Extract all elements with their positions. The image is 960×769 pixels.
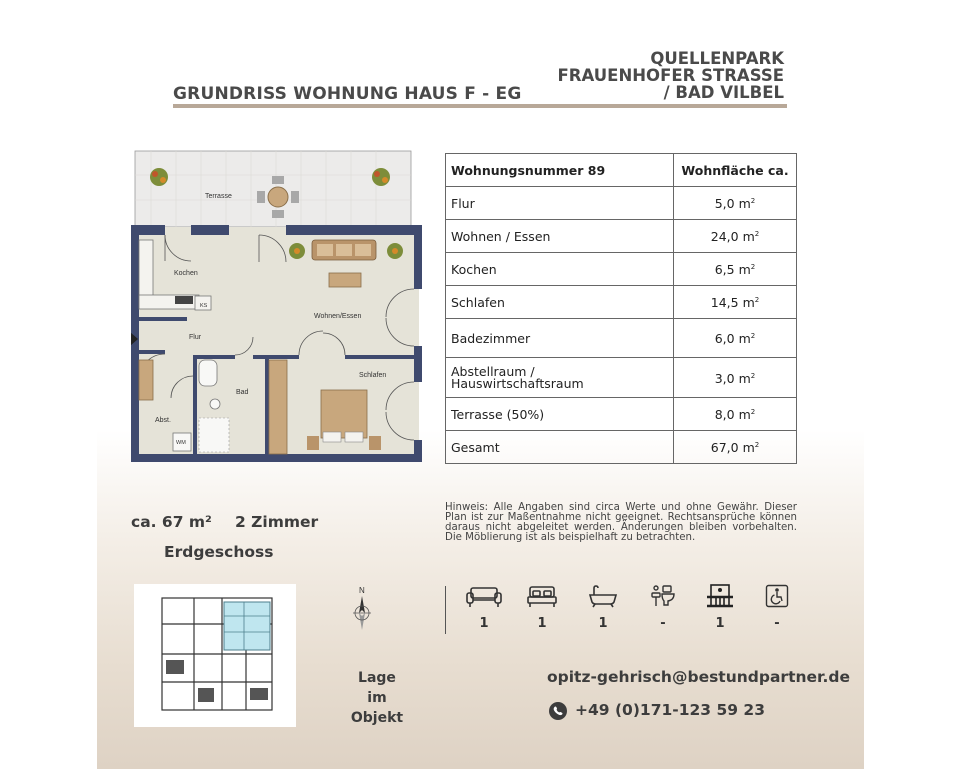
- label-wm: WM: [176, 440, 186, 446]
- room-area: 14,5 $m^2$: [674, 286, 797, 319]
- contact-phone-link[interactable]: +49 (0)171-123 59 23: [575, 701, 765, 719]
- room-name: Gesamt: [446, 431, 674, 464]
- amenity-accessible: [757, 584, 797, 631]
- table-row-total: [446, 431, 797, 464]
- label-terrasse: Terrasse: [205, 193, 232, 200]
- amenity-guest-wc: [643, 584, 683, 631]
- room-name: Abstellraum / Hauswirtschaftsraum: [446, 358, 674, 398]
- table-row: [446, 358, 797, 398]
- table-row: [446, 398, 797, 431]
- room-area: 3,0 $m^2$: [674, 358, 797, 398]
- amenity-count: 1: [479, 616, 489, 631]
- disclaimer-text: Hinweis: Alle Angaben sind circa Werte und ohne Gewähr. Dieser Plan ist zur Maßentnahme nicht geeignet. Rechtsansprüche können daraus nicht abgeleitet werden. Änderungen bleiben vorbehalten. Die Möblierung ist als beispielhaft zu betrachten.: [445, 502, 797, 543]
- summary-size: ca. 67 m²: [131, 513, 212, 531]
- room-area: 6,5 $m^2$: [674, 253, 797, 286]
- room-name: Terrasse (50%): [446, 398, 674, 431]
- plant-icon: [387, 243, 403, 259]
- project-street: FRAUENHOFER STRASSE: [557, 66, 784, 85]
- project-name: QUELLENPARK: [650, 49, 784, 68]
- room-area: 24,0 $m^2$: [674, 220, 797, 253]
- label-flur: Flur: [189, 334, 202, 341]
- page-title: GRUNDRISS WOHNUNG HAUS F - EG: [173, 84, 522, 104]
- room-area: 67,0 $m^2$: [674, 431, 797, 464]
- area-table: [445, 153, 797, 464]
- table-row: [446, 286, 797, 319]
- label-kochen: Kochen: [174, 270, 198, 277]
- label-bad: Bad: [236, 389, 249, 396]
- floor-plan: [131, 150, 423, 462]
- amenity-bathroom: [583, 584, 623, 631]
- guest-wc-icon: [650, 584, 676, 608]
- contact-email-link[interactable]: opitz-gehrisch@bestundpartner.de: [547, 668, 850, 686]
- title-divider: [173, 104, 787, 108]
- summary-rooms: 2 Zimmer: [235, 513, 319, 531]
- svg-text:N: N: [359, 586, 365, 595]
- plant-icon: [150, 168, 168, 186]
- room-name: Kochen: [446, 253, 674, 286]
- room-name: Wohnen / Essen: [446, 220, 674, 253]
- label-schlafen: Schlafen: [359, 372, 387, 379]
- highlighted-apartment: [224, 602, 270, 650]
- sofa-furniture: [312, 240, 376, 260]
- room-area: 6,0 $m^2$: [674, 319, 797, 358]
- amenity-count: 1: [715, 616, 725, 631]
- project-title: [558, 50, 784, 101]
- room-area: 8,0 $m^2$: [674, 398, 797, 431]
- wheelchair-icon: [765, 584, 789, 608]
- room-name: Flur: [446, 187, 674, 220]
- balcony-icon: [706, 584, 734, 608]
- phone-icon: [549, 702, 567, 720]
- table-row: [446, 220, 797, 253]
- location-label: Lage im Objekt: [350, 670, 404, 726]
- bed-icon: [527, 584, 557, 608]
- amenity-count: 1: [537, 616, 547, 631]
- table-row: [446, 253, 797, 286]
- label-abst: Abst.: [155, 417, 171, 424]
- room-name: Schlafen: [446, 286, 674, 319]
- sofa-icon: [466, 584, 502, 608]
- table-header-row: [446, 154, 797, 187]
- room-area: 5,0 $m^2$: [674, 187, 797, 220]
- amenity-count: -: [660, 616, 666, 631]
- project-city: / BAD VILBEL: [663, 83, 784, 102]
- label-ks: KS: [200, 303, 208, 309]
- amenity-count: -: [774, 616, 780, 631]
- bathtub-icon: [588, 584, 618, 608]
- amenity-divider: [445, 586, 446, 634]
- summary-floor: Erdgeschoss: [164, 543, 274, 561]
- table-row: [446, 319, 797, 358]
- plant-icon: [289, 243, 305, 259]
- table-header-apartment: Wohnungsnummer 89: [446, 154, 674, 187]
- amenity-count: 1: [598, 616, 608, 631]
- amenity-balcony: [700, 584, 740, 631]
- amenity-bedroom: [522, 584, 562, 631]
- table-row: [446, 187, 797, 220]
- table-header-area: Wohnfläche ca.: [674, 154, 797, 187]
- compass-icon: [349, 585, 375, 631]
- label-wohnen: Wohnen/Essen: [314, 313, 362, 320]
- site-plan-thumbnail: [134, 584, 296, 727]
- plant-icon: [372, 168, 390, 186]
- room-name: Badezimmer: [446, 319, 674, 358]
- amenity-living: [464, 584, 504, 631]
